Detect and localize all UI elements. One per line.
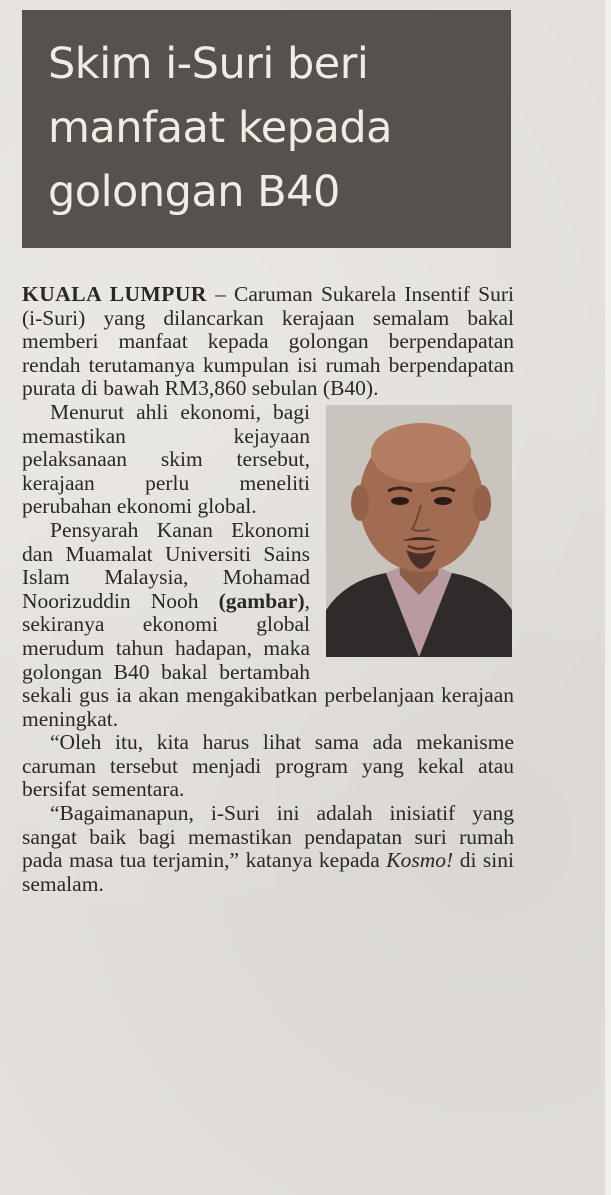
- scan-edge: [605, 0, 611, 1195]
- publication-name: Kosmo!: [386, 848, 454, 873]
- portrait-illustration: [326, 405, 512, 657]
- headline: Skim i-Suri beri manfaat kepada golongan B40: [48, 39, 392, 217]
- article-body: [22, 283, 514, 896]
- paragraph-3-before: Pensyarah Kanan Ekonomi dan Muamalat Universiti Sains Islam Malaysia, Mohamad Noorizuddin Nooh: [22, 517, 310, 613]
- paragraph-2: Menurut ahli ekonomi, bagi memastikan kejayaan pelaksanaan skim tersebut, kerajaan perlu meneliti perubahan ekonomi global.: [22, 399, 310, 519]
- portrait-photo: [326, 405, 512, 657]
- paragraph-3-after: , sekiranya ekonomi global merudum tahun hadapan, maka golongan B40 bakal bertambah sekali gus ia akan mengakibatkan perbelanjaan kerajaan meningkat.: [22, 588, 514, 731]
- paragraph-4: “Oleh itu, kita harus lihat sama ada mekanisme caruman tersebut menjadi program yang kekal atau bersifat sementara.: [22, 730, 514, 802]
- photo-reference: (gambar): [218, 588, 305, 613]
- paragraph-1: [22, 283, 514, 401]
- paragraph-5: [22, 802, 514, 896]
- dateline: KUALA LUMPUR: [22, 282, 207, 306]
- paragraph-5-after: di sini semalam.: [22, 848, 514, 896]
- headline-banner: [22, 10, 511, 248]
- dateline-dash: –: [206, 282, 234, 306]
- paragraph-5-before: “Bagaimanapun, i-Suri ini adalah inisiatif yang sangat baik bagi memastikan pendapatan suri rumah pada masa tua terjamin,” katanya kepada: [22, 801, 514, 873]
- paragraph-1-text: Caruman Sukarela Insentif Suri (i-Suri) yang dilancarkan kerajaan semalam bakal memberi manfaat kepada golongan berpendapatan rendah terutamanya kumpulan isi rumah berpendapatan purata di bawah RM3,860 sebulan (B40).: [22, 282, 514, 401]
